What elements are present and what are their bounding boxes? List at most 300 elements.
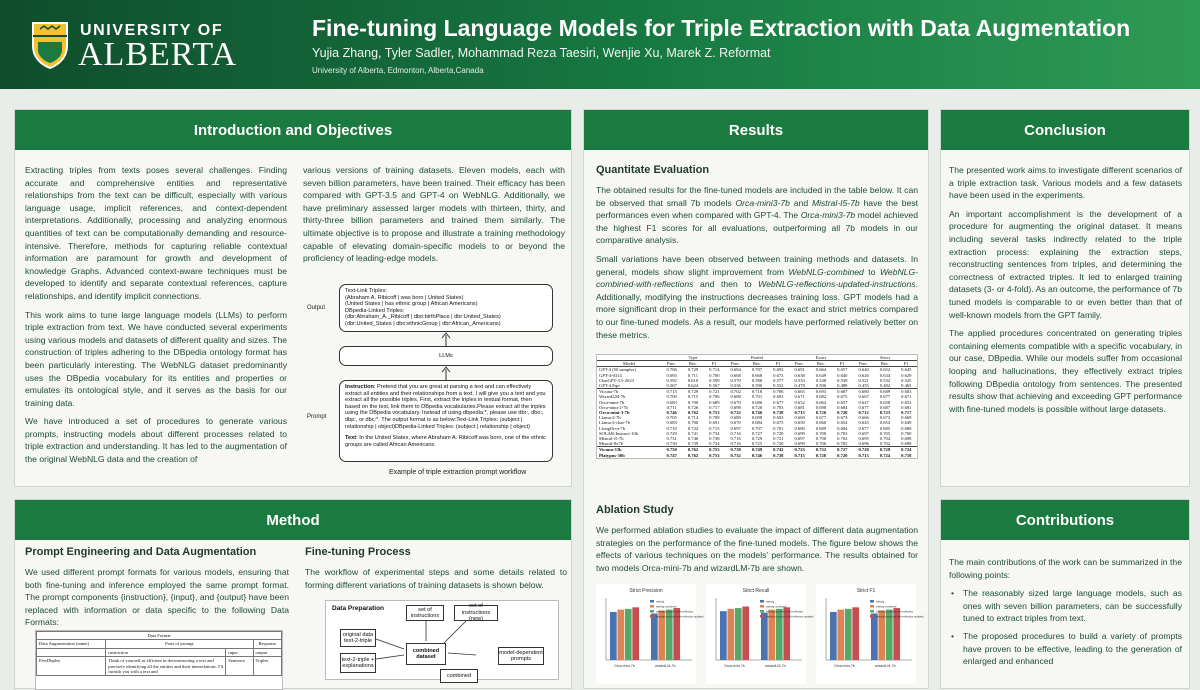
table-column-header: F1 <box>768 361 789 367</box>
output-line: (dbr:United_States | dbo:ethnicGroup | dbr:African_Americans) <box>345 320 501 327</box>
poster-header <box>0 0 1200 89</box>
table-cell: 0.488 <box>837 383 848 389</box>
table-cell: 0.570 <box>730 377 741 383</box>
table-column-header: Prec. <box>789 361 810 367</box>
table-cell: LlongOrca-7b <box>599 425 626 431</box>
table-cell: 0.670 <box>730 420 741 426</box>
table-cell: 0.749 <box>746 447 767 453</box>
table-cell: 0.696 <box>858 441 869 447</box>
text-key: Text <box>345 435 357 442</box>
table-cell: 0.729 <box>682 389 703 395</box>
table-cell: GPT-4-0314 <box>599 372 622 378</box>
table-cell: 0.681 <box>901 404 912 410</box>
table-group-header: Strict <box>853 355 917 361</box>
results-paragraph-1 <box>596 184 918 347</box>
output-label: Output <box>307 305 326 311</box>
table-cell: 0.727 <box>751 430 763 436</box>
table-cell: 0.714 <box>709 367 720 373</box>
table-cell: 0.703 <box>837 430 848 436</box>
table-cell: 0.702 <box>879 441 891 447</box>
table-cell: 0.649 <box>815 372 827 378</box>
table-cell: 0.671 <box>901 394 912 400</box>
table-cell: 0.721 <box>773 436 784 442</box>
method-subheading-1: Prompt Engineering and Data Augmentation <box>25 546 257 558</box>
table-cell: 0.707 <box>751 425 763 431</box>
table-cell: 0.700 <box>687 420 699 426</box>
legend-label: webnlg-combined <box>876 605 897 609</box>
legend-label: webnlg-combined <box>766 605 787 609</box>
table-cell: 0.506 <box>815 383 827 389</box>
chart-bar <box>651 614 658 661</box>
table-column-header: Prec. <box>661 361 682 367</box>
table-cell: 0.711 <box>687 372 699 378</box>
table-cell: Llama-2-chat-7b <box>599 420 630 426</box>
logo-top-text: UNIVERSITY OF <box>80 22 224 39</box>
table-cell: 0.683 <box>666 420 677 426</box>
table-cell: 0.708 <box>709 415 720 421</box>
table-cell: 0.706 <box>815 441 827 447</box>
table-cell: 0.658 <box>879 399 891 405</box>
table-cell: 0.673 <box>773 372 784 378</box>
table-cell: 0.730 <box>666 441 677 447</box>
table-cell: 0.680 <box>853 389 874 395</box>
conclusion-paragraph-3: The applied procedures concentrated on generating triples containing elements compatible with a specific vocabulary, in our case, DBpedia. While our models suffer from occasional looping and hallucinations, they effectively extract triples following DBpedia ontology from sentences. The presented results show that achieving and exceeding GPT performance with fine-tuned models is possible without large datasets. <box>949 328 1182 414</box>
table-cell: 0.654 <box>837 420 848 426</box>
table-cell: 0.668 <box>751 372 763 378</box>
legend-swatch <box>650 615 654 618</box>
table-cell: 0.738 <box>773 410 784 416</box>
table-cell: 0.539 <box>837 377 848 383</box>
table-cell: 0.746 <box>687 436 699 442</box>
method-panel <box>14 499 572 689</box>
table-cell: 0.482 <box>879 383 891 389</box>
table-cell: Orca-mini-7b <box>599 399 625 405</box>
table-group-header: Partial <box>725 355 789 361</box>
legend-swatch <box>760 610 764 613</box>
intro-paragraph-2: This work aims to tune large language models (LLMs) to perform triple extraction from text. We have conducted several experiments using various models and datasets of different quality and sizes. The construction of triples adhering to the DBpedia ontology format has been particularly interesting. The WebNLG dataset predominantly uses the DBpedia vocabulary for its entities and properties or emulates its ontological style, and it serves as the basis for our training data. <box>25 309 287 408</box>
dataset-name: WebNLG-combined <box>788 266 864 277</box>
data-format-table <box>35 630 283 690</box>
table-cell: 0.610 <box>687 377 699 383</box>
table-cell: 0.721 <box>704 389 725 395</box>
legend-swatch <box>870 605 874 608</box>
table-cell: 0.650 <box>794 420 805 426</box>
legend-label: webnlg-combined-with-reflection <box>656 610 694 614</box>
table-cell: WizardLM-7b <box>599 394 626 400</box>
table-cell: 0.698 <box>730 404 741 410</box>
table-cell: 0.716 <box>730 430 741 436</box>
table-cell: 0.677 <box>879 394 891 400</box>
table-cell: 0.690 <box>815 404 827 410</box>
table-column-header: Model <box>597 361 661 367</box>
table-cell: 0.723 <box>789 447 810 453</box>
table-cell: GPT-4 Eqn <box>599 383 620 389</box>
table-cell: 0.720 <box>751 404 763 410</box>
table-cell: 0.638 <box>794 372 805 378</box>
flow-box-instructions: set of instructions <box>406 605 444 621</box>
contributions-intro: The main contributions of the work can be summarized in the following points: <box>949 557 1182 580</box>
table-cell: 0.689 <box>815 425 827 431</box>
legend-swatch <box>650 600 654 603</box>
table-cell: 0.726 <box>815 410 827 416</box>
legend-label: webnlg <box>876 600 885 604</box>
table-cell: 0.700 <box>709 372 720 378</box>
table-cell: 0.677 <box>858 425 869 431</box>
legend-swatch <box>760 605 764 608</box>
method-paragraph-2: The workflow of experimental steps and some details related to forming different variations of training datasets is shown below. <box>305 567 567 590</box>
university-logo <box>30 20 260 72</box>
table-cell: 0.677 <box>815 415 827 421</box>
legend-swatch <box>650 605 654 608</box>
table-cell: 0.762 <box>687 410 699 416</box>
table-cell: 0.720 <box>773 430 784 436</box>
shield-icon <box>30 20 70 70</box>
fine-tuning-flow-diagram <box>325 600 559 680</box>
table-cell: 0.741 <box>687 430 699 436</box>
instruction-block <box>345 384 547 430</box>
table-cell: 0.686 <box>751 399 763 405</box>
legend-swatch <box>870 610 874 613</box>
chart-category-label: Orca-mini-7b <box>833 664 855 668</box>
table-cell: 0.697 <box>730 425 741 431</box>
legend-label: webnlg-combined-with-reflection <box>766 610 804 614</box>
table-cell: 0.691 <box>709 420 720 426</box>
table-cell: 0.701 <box>751 394 763 400</box>
table-cell: 0.599 <box>709 377 720 383</box>
table-cell: 0.592 <box>666 377 677 383</box>
ablation-chart-svg <box>596 584 924 684</box>
chart-bar <box>761 613 768 660</box>
table-cell: 0.732 <box>730 410 741 416</box>
table-cell: 0.660 <box>815 420 827 426</box>
table-cell: 0.715 <box>709 425 720 431</box>
legend-label: webnlg-combined-with-reflection-updated <box>876 615 924 619</box>
table-cell: 0.675 <box>837 394 848 400</box>
table-cell: 0.533 <box>794 377 805 383</box>
table-cell: 0.695 <box>858 436 869 442</box>
text-span: and <box>789 197 812 208</box>
table-cell: 0.720 <box>853 447 874 453</box>
table-cell: 0.729 <box>687 367 699 373</box>
table-cell: 0.698 <box>751 415 763 421</box>
table-cell: 0.726 <box>815 452 827 458</box>
output-line: (dbr:Abraham_A._Ribicoff | dbo:birthPlace | dbr:United_States) <box>345 314 501 321</box>
chart-bar <box>845 609 852 660</box>
table-row <box>597 453 917 458</box>
format-cell: Sentence <box>226 657 253 676</box>
table-cell: 0.698 <box>901 441 912 447</box>
table-cell: Orca-mini-2-7b <box>599 404 628 410</box>
poster-affiliation: University of Alberta, Edmonton, Alberta,Canada <box>312 66 484 75</box>
table-cell: 0.673 <box>879 415 891 421</box>
table-cell: 0.685 <box>879 425 891 431</box>
chart-bar <box>735 608 742 660</box>
table-cell: 0.717 <box>901 410 912 416</box>
table-cell: 0.711 <box>666 404 677 410</box>
table-cell: 0.666 <box>858 415 869 421</box>
text-span: and then to <box>693 279 759 290</box>
table-cell: 0.726 <box>687 404 699 410</box>
table-cell: 0.742 <box>768 447 789 453</box>
table-cell: 0.673 <box>837 415 848 421</box>
table-cell: 0.634 <box>879 372 891 378</box>
table-cell: 0.708 <box>815 436 827 442</box>
format-subheader: output <box>253 648 282 656</box>
format-header: Response <box>253 640 282 648</box>
table-cell: Vicuna-33b <box>597 447 661 453</box>
table-cell: 0.654 <box>879 420 891 426</box>
poster-authors: Yujia Zhang, Tyler Sadler, Mohammad Reza Taesiri, Wenjie Xu, Marek Z. Reformat <box>312 46 771 60</box>
chart-category-label: wizardLM-7b <box>765 664 786 668</box>
text-span: The obtained results for the fine-tuned models are included in the table below. It can be observed that small 7b models <box>596 185 918 208</box>
text-span: to <box>863 266 880 277</box>
table-cell: 0.720 <box>837 452 848 458</box>
table-cell: SOLAR-Instruct-10b <box>599 430 639 436</box>
legend-label: webnlg-combined-with-reflection-updated <box>656 615 704 619</box>
results-table <box>596 354 918 459</box>
chart-title: Strict F1 <box>856 588 876 594</box>
legend-swatch <box>870 600 874 603</box>
prompt-label: Prompt <box>307 414 327 420</box>
table-group-header: Type <box>661 355 725 361</box>
table-cell: 0.670 <box>730 399 741 405</box>
legend-swatch <box>760 615 764 618</box>
flow-box-original-data: original data text-2-triple <box>340 629 376 647</box>
table-cell: 0.668 <box>730 372 741 378</box>
table-cell: 0.688 <box>730 394 741 400</box>
table-cell: 0.706 <box>768 389 789 395</box>
flow-box-instructions-new: set of instructions (new) <box>454 605 498 621</box>
method-paragraph-1: We used different prompt formats for various models, ensuring that both fine-tuning and inference employed the same prompt format. The prompt components {instruction}, {input}, and {output} have been replaced with information or data specific to the following Data Formats: <box>25 567 289 628</box>
table-cell: 0.750 <box>661 447 682 453</box>
table-cell: 0.667 <box>858 394 869 400</box>
text-text: : In the United States, where Abraham A. Ribicoff was born, one of the ethnic groups are called African Americans. <box>345 435 546 448</box>
table-cell: 0.715 <box>794 452 805 458</box>
table-cell: 0.692 <box>773 367 784 373</box>
table-cell: 0.689 <box>874 389 895 395</box>
table-column-header: F1 <box>896 361 917 367</box>
table-cell: 0.645 <box>901 367 912 373</box>
text-span: . Additionally, modifying the instructions decreases training loss. GPT models had a more significant drop in their performance for the exact and strict metrics compared to our fine-tuned models. As a result, our models have performed relatively better on these metrics. <box>596 279 918 340</box>
table-cell: Vicuna-7b <box>597 389 661 395</box>
table-cell: 0.455 <box>858 383 869 389</box>
model-name: Orca-mini3-7b <box>800 210 856 221</box>
table-cell: 0.693 <box>773 415 784 421</box>
table-cell: 0.465 <box>901 383 912 389</box>
table-cell: 0.724 <box>879 452 891 458</box>
table-cell: 0.521 <box>858 377 869 383</box>
table-cell: 0.567 <box>666 383 677 389</box>
chart-bar <box>632 607 639 660</box>
results-heading: Results <box>584 110 928 150</box>
chart-bar <box>617 610 624 660</box>
table-cell: 0.700 <box>666 394 677 400</box>
intro-paragraph-3: We have introduced a set of procedures to generate various prompts, instructing models about different processes related to triple extraction and understanding. It has led to the augmentation of the original WebNLG data and the creation of <box>25 416 287 465</box>
table-cell: 0.734 <box>709 441 720 447</box>
table-cell: 0.718 <box>746 389 767 395</box>
logo-bottom-text: ALBERTA <box>78 36 238 73</box>
text-span: model achieved the highest F1 scores for all evaluations, outperforming all 7b models in our comparative analysis. <box>596 210 918 246</box>
conclusion-body <box>949 164 1182 421</box>
table-cell: 0.664 <box>815 367 827 373</box>
table-cell: 0.567 <box>709 383 720 389</box>
contribution-item: • The proposed procedures to build a variety of prompts have proven to be effective, leading to the generation of enlarged and enhanced <box>949 630 1182 668</box>
table-cell: 0.684 <box>751 420 763 426</box>
intro-heading: Introduction and Objectives <box>15 110 571 150</box>
table-cell: 0.729 <box>751 436 763 442</box>
table-cell: 0.732 <box>730 452 741 458</box>
table-cell: 0.677 <box>858 404 869 410</box>
table-cell: 0.671 <box>794 394 805 400</box>
table-cell: 0.682 <box>815 394 827 400</box>
legend-swatch <box>760 600 764 603</box>
table-cell: 0.753 <box>709 452 720 458</box>
output-line: (United States | has ethnic group | African Americans) <box>345 301 478 308</box>
diagram-caption: Example of triple extraction prompt workflow <box>389 469 527 476</box>
results-table-body <box>597 367 917 458</box>
table-cell: 0.652 <box>901 399 912 405</box>
table-cell: 0.706 <box>709 394 720 400</box>
table-cell: 0.657 <box>837 399 848 405</box>
table-cell: 0.677 <box>773 399 784 405</box>
chart-title: Strict Recall <box>742 588 770 594</box>
table-cell: 0.681 <box>794 404 805 410</box>
model-name: Orca-mini3-7b <box>735 197 790 208</box>
table-cell: 0.536 <box>730 383 741 389</box>
table-cell: 0.720 <box>773 441 784 447</box>
chart-bar <box>610 612 617 660</box>
contribution-item: • The reasonably sized large language models, such as ones with seven billion parameters, can be successfully tuned to extract triples from text. <box>949 587 1182 625</box>
intro-paragraph-4: various versions of training datasets. Eleven models, each with seven billion parameters, have been trained. Their efficacy has been compared with GPT-3.5 and GPT-4 on WebNLG. Additionally, we have preliminary assessed larger models with thirteen, thirty, and thirty-three billion parameters and trained them similarly. The ultimate objective is to propose and illustrate a training methodology capable of elevating domain-specific models to or beyond the proficiency of leading-edge models. <box>303 165 565 264</box>
results-paragraph-3: We performed ablation studies to evaluate the impact of different data augmentation strategies on the performance of the fine-tuned models. The figure below shows the effects of various techniques on the models' performance. The results obtained for two models Orca-mini-7b and wizardLM-7b are shown. <box>596 525 918 573</box>
intro-column-left <box>25 164 287 472</box>
table-cell: 0.665 <box>789 389 810 395</box>
legend-label: webnlg-combined-with-reflection <box>876 610 914 614</box>
table-cell: 0.753 <box>709 410 720 416</box>
table-cell: 0.693 <box>810 389 831 395</box>
poster-title: Fine-tuning Language Models for Triple Extraction with Data Augmentation <box>312 15 1131 41</box>
table-cell: Orca-mini-3-7b <box>599 410 630 416</box>
conclusion-paragraph-1: The presented work aims to investigate different scenarios of a triple extraction task. Various models and a few datasets have been used in the experiments. <box>949 165 1182 201</box>
text-span: Small variations have been observed between training methods and datasets. In general, models show slight improvement from <box>596 253 918 277</box>
table-cell: 0.729 <box>666 430 677 436</box>
table-cell: 0.729 <box>874 447 895 453</box>
table-cell: 0.708 <box>815 430 827 436</box>
table-cell: 0.675 <box>773 420 784 426</box>
chart-bar <box>852 607 859 660</box>
flow-box-combined: combined <box>440 669 478 683</box>
arrow-up-icon <box>441 332 451 346</box>
legend-label: webnlg <box>656 600 665 604</box>
table-cell: 0.731 <box>666 436 677 442</box>
table-cell: 0.647 <box>858 399 869 405</box>
contributions-list <box>949 587 1182 668</box>
table-cell: Mistral-8x7b <box>599 441 623 447</box>
table-cell: 0.717 <box>709 404 720 410</box>
table-cell: 0.716 <box>730 441 741 447</box>
contributions-body <box>949 556 1182 673</box>
chart-bar <box>837 610 844 660</box>
format-subheader <box>37 648 106 656</box>
results-subheading-1: Quantitate Evaluation <box>596 164 710 176</box>
table-cell: 0.552 <box>773 383 784 389</box>
flow-box-explanations: text-2-triple + explanations <box>340 653 376 673</box>
table-cell: 0.478 <box>794 383 805 389</box>
table-cell: 0.710 <box>666 425 677 431</box>
instruction-text: : Pretend that you are great at parsing a text and can effectively extract all entities and their relationships from a text. I will give you a text and you extract all the possible triples. First, extract the triples in textual format, then based on the text, link them to DBpedia vocabularies.Please extract all the triples using the DBpedia vocabulary. Instead of using dbpedia:*, please use dbr:, dbo:, dbp:, or dbc:*. The output format is as below:Text-Link Triples: (subject | relationship | object)DBpedia-Linked Triples: (subject | relationship | object) <box>345 384 546 430</box>
table-cell: 0.640 <box>858 367 869 373</box>
legend-label: webnlg-combined-with-reflection-updated <box>766 615 814 619</box>
intro-paragraph-1: Extracting triples from texts poses several challenges. Finding accurate and comprehensive entities and representative relationships from the text can be difficult, especially with various language usage, implicit references, and context-dependent interpretations. Additionally, processing and analyzing enormous quantities of text can be computationally demanding and resource-intensive. Therefore, methods for capturing reliable contextual information are paramount for growth and development of knowledge Graphs. Advanced context-aware techniques must be developed to identify and separate contextual references, capture relationships, and identify implicit connections. <box>25 165 287 301</box>
table-cell: 0.701 <box>773 425 784 431</box>
table-cell: 0.739 <box>687 441 699 447</box>
table-cell: 0.704 <box>879 436 891 442</box>
table-cell: 0.762 <box>687 452 699 458</box>
table-cell: 0.706 <box>666 367 677 373</box>
chart-bar <box>727 609 734 660</box>
format-table-caption: Data Format <box>37 632 282 640</box>
table-cell: 0.705 <box>666 415 677 421</box>
table-cell: 0.699 <box>794 441 805 447</box>
prompt-box <box>339 380 553 462</box>
table-cell: 0.738 <box>725 447 746 453</box>
format-header: Data Augmentation (name) <box>37 640 106 648</box>
legend-label: webnlg <box>766 600 775 604</box>
text-block <box>345 435 547 448</box>
llm-box <box>339 346 553 366</box>
table-group-header: Exact <box>789 355 853 361</box>
chart-bar <box>742 607 749 660</box>
table-cell: 0.725 <box>751 441 763 447</box>
legend-label: webnlg-combined <box>656 605 677 609</box>
table-cell: 0.715 <box>794 410 805 416</box>
format-subheader: input <box>226 648 253 656</box>
table-cell: 0.664 <box>815 399 827 405</box>
table-cell: 0.723 <box>879 410 891 416</box>
table-cell: 0.699 <box>794 430 805 436</box>
format-subheader: instruction <box>106 648 226 656</box>
table-cell: 0.714 <box>687 415 699 421</box>
table-cell: 0.700 <box>687 399 699 405</box>
table-cell: 0.746 <box>751 410 763 416</box>
conclusion-paragraph-2: An important accomplishment is the development of a procedure for augmenting the original dataset. It means including several tasks indirectly related to the triple extraction process: explaining the extraction steps, reconstructing sentences from triples, and determining the correctness of extracted triples. It led to enlarged training datasets (3- or 4-fold). As an outcome, the performance of 7b tuned models is comparable to or even better than that of well-known models from the GPT family. <box>949 208 1182 320</box>
table-cell: 0.684 <box>837 404 848 410</box>
table-cell: 0.652 <box>794 399 805 405</box>
table-cell: 0.532 <box>879 377 891 383</box>
table-cell: 0.746 <box>666 410 677 416</box>
chart-title: Strict Precision <box>629 588 663 594</box>
output-box <box>339 284 553 332</box>
table-cell: 0.687 <box>879 404 891 410</box>
table-column-header: F1 <box>704 361 725 367</box>
table-cell: 0.684 <box>730 367 741 373</box>
table-cell: Platypus-30b <box>599 452 625 458</box>
table-cell: 0.716 <box>730 436 741 442</box>
table-cell: Llama-2-7b <box>599 415 621 421</box>
table-cell: 0.747 <box>666 452 677 458</box>
table-cell: 0.649 <box>901 420 912 426</box>
table-cell: 0.700 <box>901 430 912 436</box>
format-header: Parts of prompt <box>106 640 253 648</box>
instruction-key: Instruction <box>345 384 374 390</box>
table-cell: 0.734 <box>709 430 720 436</box>
table-cell: 0.657 <box>837 367 848 373</box>
chart-category-label: Orca-mini-7b <box>723 664 745 668</box>
flow-box-model-prompts: model-dependent prompts <box>498 647 544 665</box>
chart-category-label: wizardLM-7b <box>875 664 896 668</box>
table-column-header: Rec. <box>874 361 895 367</box>
table-cell: 0.702 <box>837 436 848 442</box>
